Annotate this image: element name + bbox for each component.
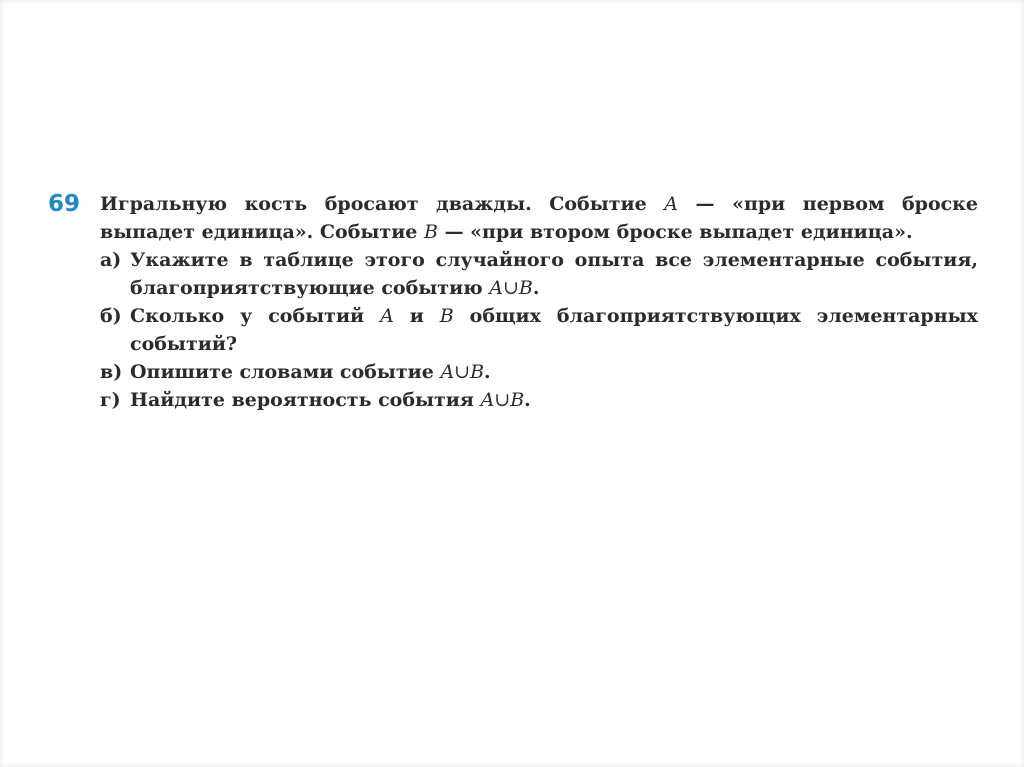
event-b-symbol: B <box>439 305 454 327</box>
union-formula: A∪B <box>480 389 525 411</box>
event-a-symbol: A <box>380 305 394 327</box>
subquestion-c <box>100 358 978 386</box>
union-formula: A∪B <box>440 361 485 383</box>
problem-body <box>100 190 978 414</box>
subquestion-text: Опишите словами событие <box>130 361 441 383</box>
subquestion-b <box>100 302 978 358</box>
event-b-symbol: B <box>423 221 438 243</box>
statement-text-3: — «при втором броске выпадет единица». <box>437 221 913 243</box>
subquestion-label: в) <box>100 361 123 383</box>
subquestion-text: Сколько у событий <box>130 305 381 327</box>
subquestion-text-end: . <box>484 361 491 383</box>
union-formula: A∪B <box>489 277 533 299</box>
event-a-symbol: A <box>664 193 679 215</box>
statement-text-2: — «при первом броске выпадет единица». Событие <box>100 193 978 243</box>
subquestion-a <box>100 246 978 302</box>
subquestion-d <box>100 386 978 414</box>
subquestion-text: Найдите вероятность события <box>130 389 481 411</box>
subquestion-label: б) <box>100 305 122 327</box>
subquestion-label: а) <box>100 249 122 271</box>
statement-text-1: Игральную кость бросают дважды. Событие <box>100 193 665 215</box>
subquestion-text-end: . <box>524 389 531 411</box>
problem-number: 69 <box>48 191 81 217</box>
subquestion-label: г) <box>100 389 121 411</box>
problem-block <box>48 190 978 414</box>
subquestion-text-middle: и <box>393 305 440 327</box>
problem-statement <box>100 190 978 246</box>
subquestion-text-end: общих благоприятствующих элементарных событий? <box>130 305 978 355</box>
subquestion-text: Укажите в таблице этого случайного опыта все элементарные события, благоприятствующие событию <box>130 249 978 299</box>
subquestion-text-end: . <box>532 277 540 299</box>
